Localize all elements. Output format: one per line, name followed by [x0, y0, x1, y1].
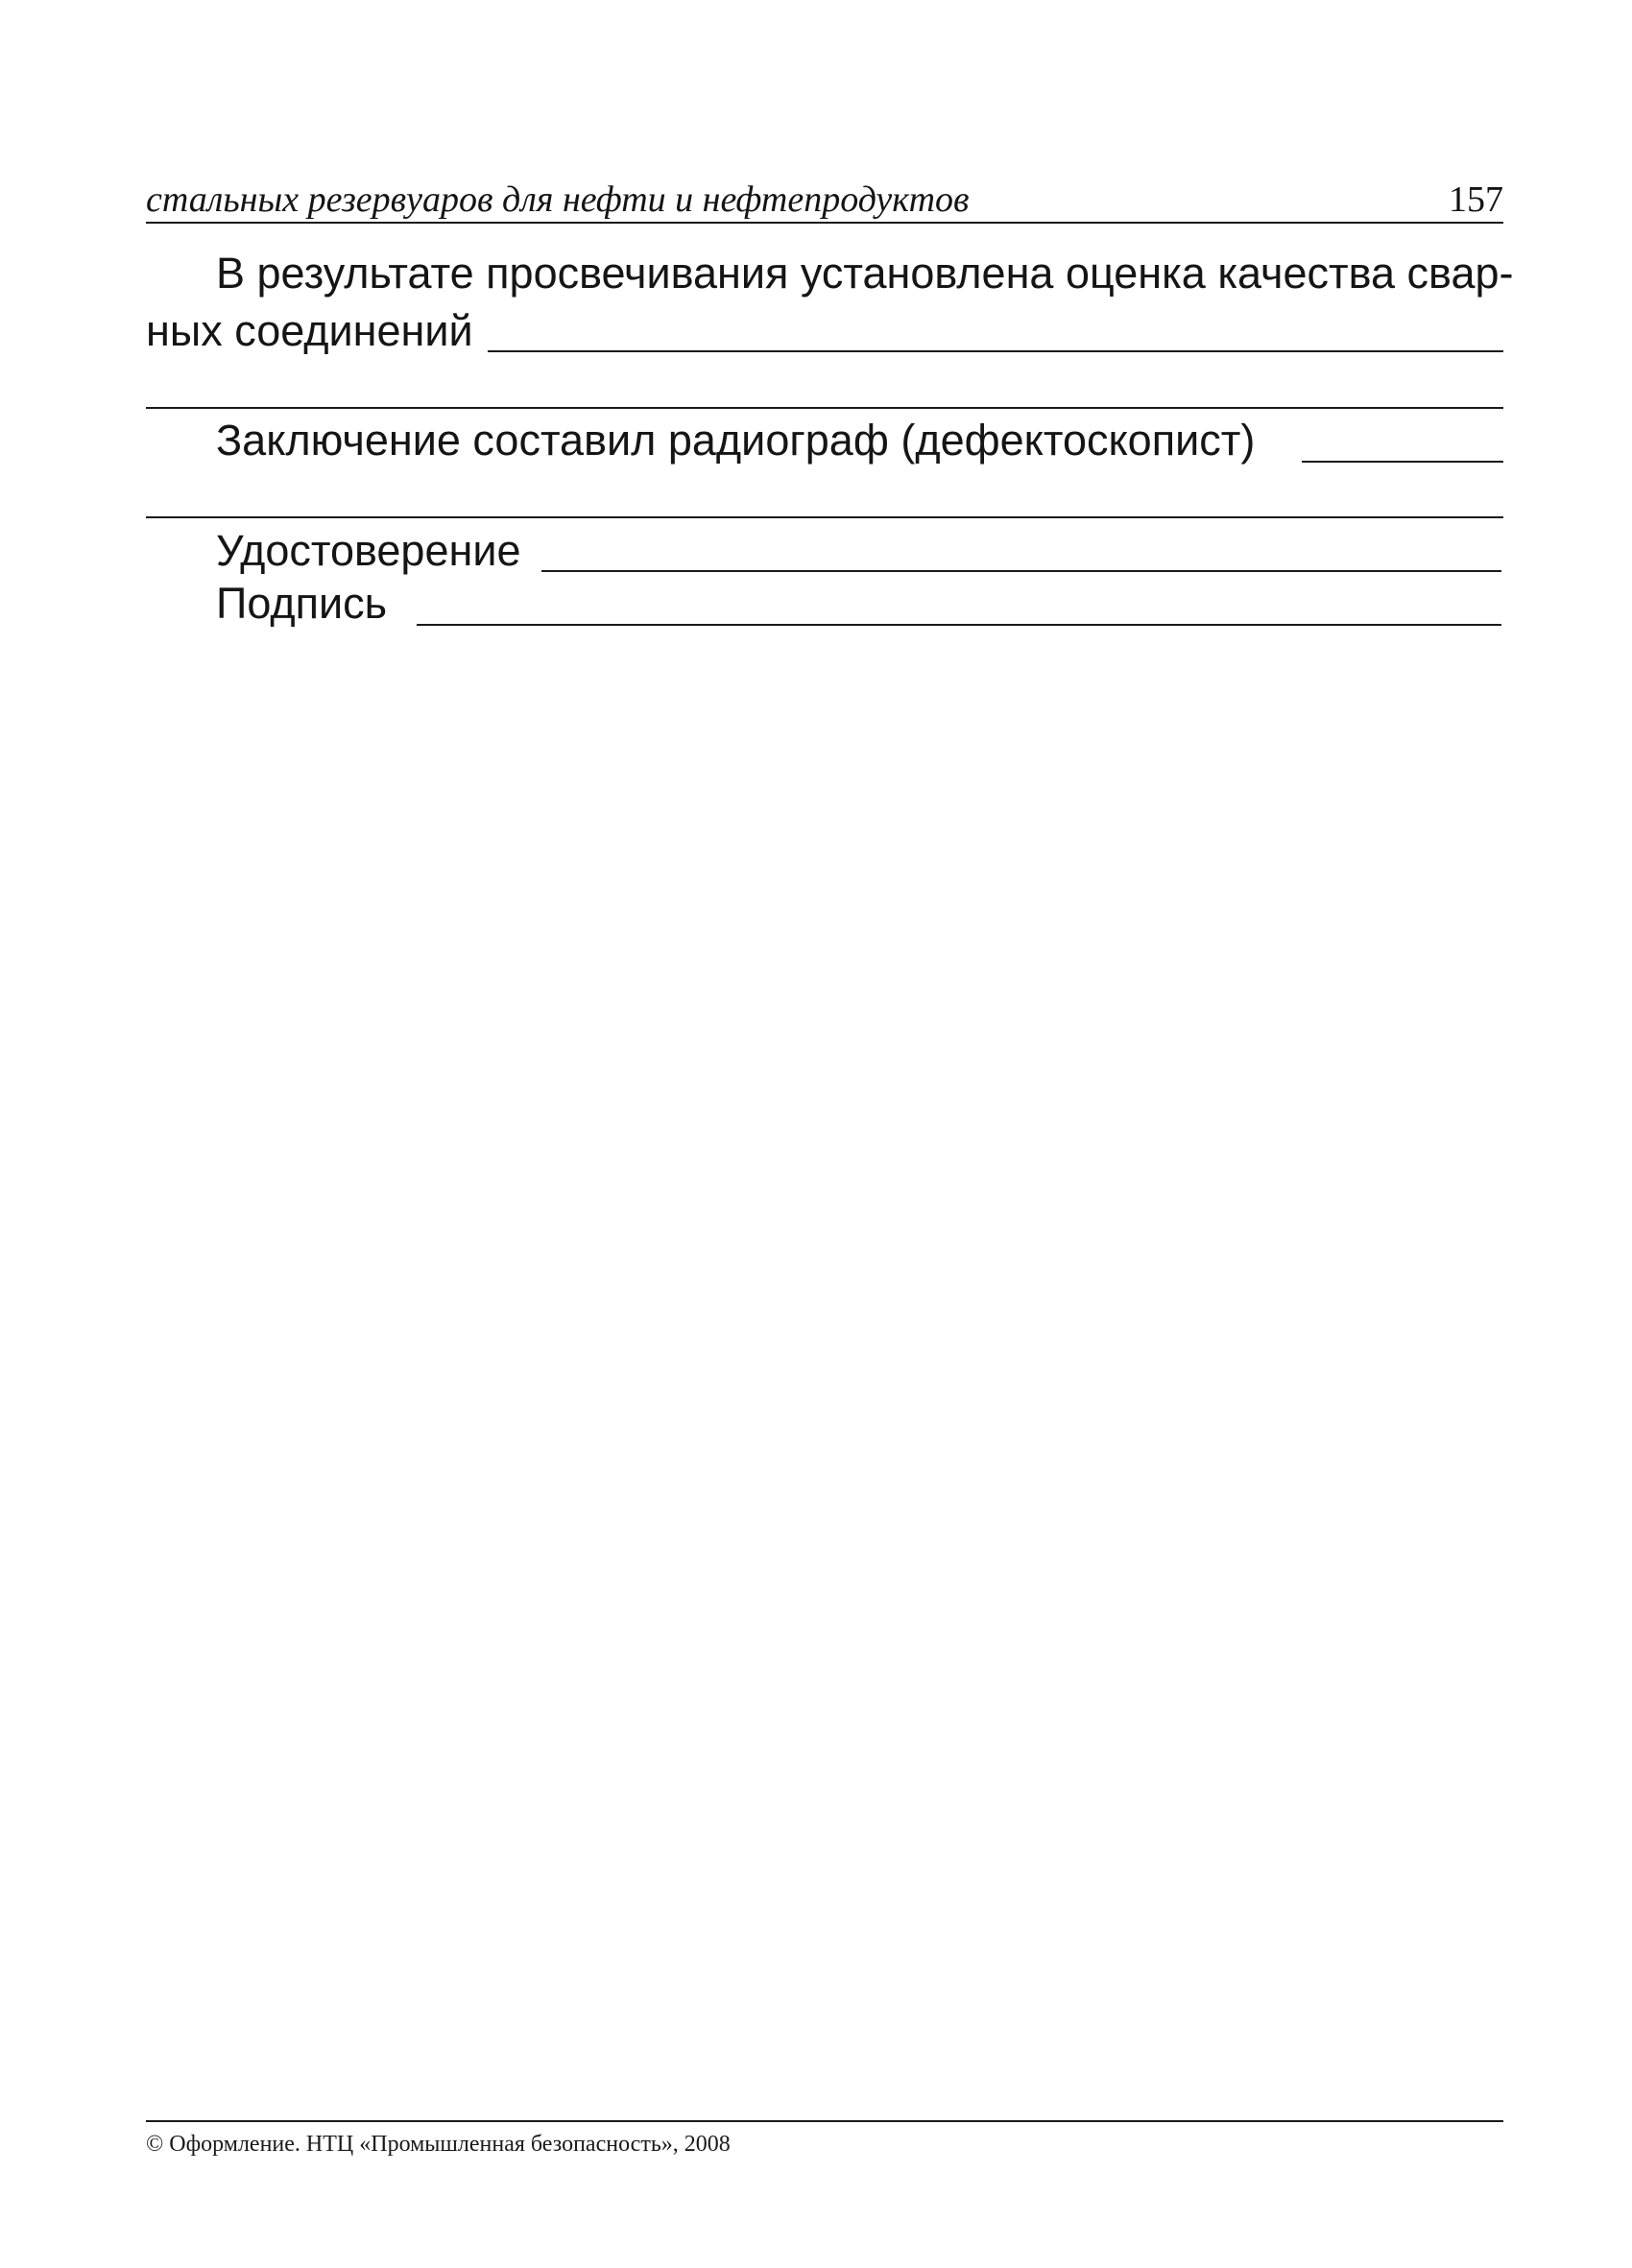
weld-quality-continuation-line — [146, 407, 1503, 409]
running-head — [146, 179, 1503, 221]
conclusion-label: Заключение составил радиограф (дефектоскопист) — [216, 416, 1256, 465]
weld-quality-blank-line — [488, 350, 1503, 352]
conclusion-blank-line — [1302, 461, 1503, 463]
running-head-title: стальных резервуаров для нефти и нефтепродуктов — [146, 179, 970, 220]
signature-label: Подпись — [216, 579, 388, 628]
paragraph-line-1: В результате просвечивания установлена оценка качества свар- — [216, 249, 1514, 298]
paragraph-line-2: ных соединений — [146, 306, 473, 355]
footer-copyright: © Оформление. НТЦ «Промышленная безопасность», 2008 — [146, 2132, 731, 2157]
certificate-label: Удостоверение — [216, 526, 521, 575]
conclusion-continuation-line — [146, 516, 1503, 518]
footer-rule — [146, 2120, 1503, 2122]
page-number: 157 — [1449, 179, 1503, 220]
certificate-blank-line — [541, 570, 1501, 572]
running-head-rule — [146, 222, 1503, 224]
signature-blank-line — [417, 624, 1501, 626]
